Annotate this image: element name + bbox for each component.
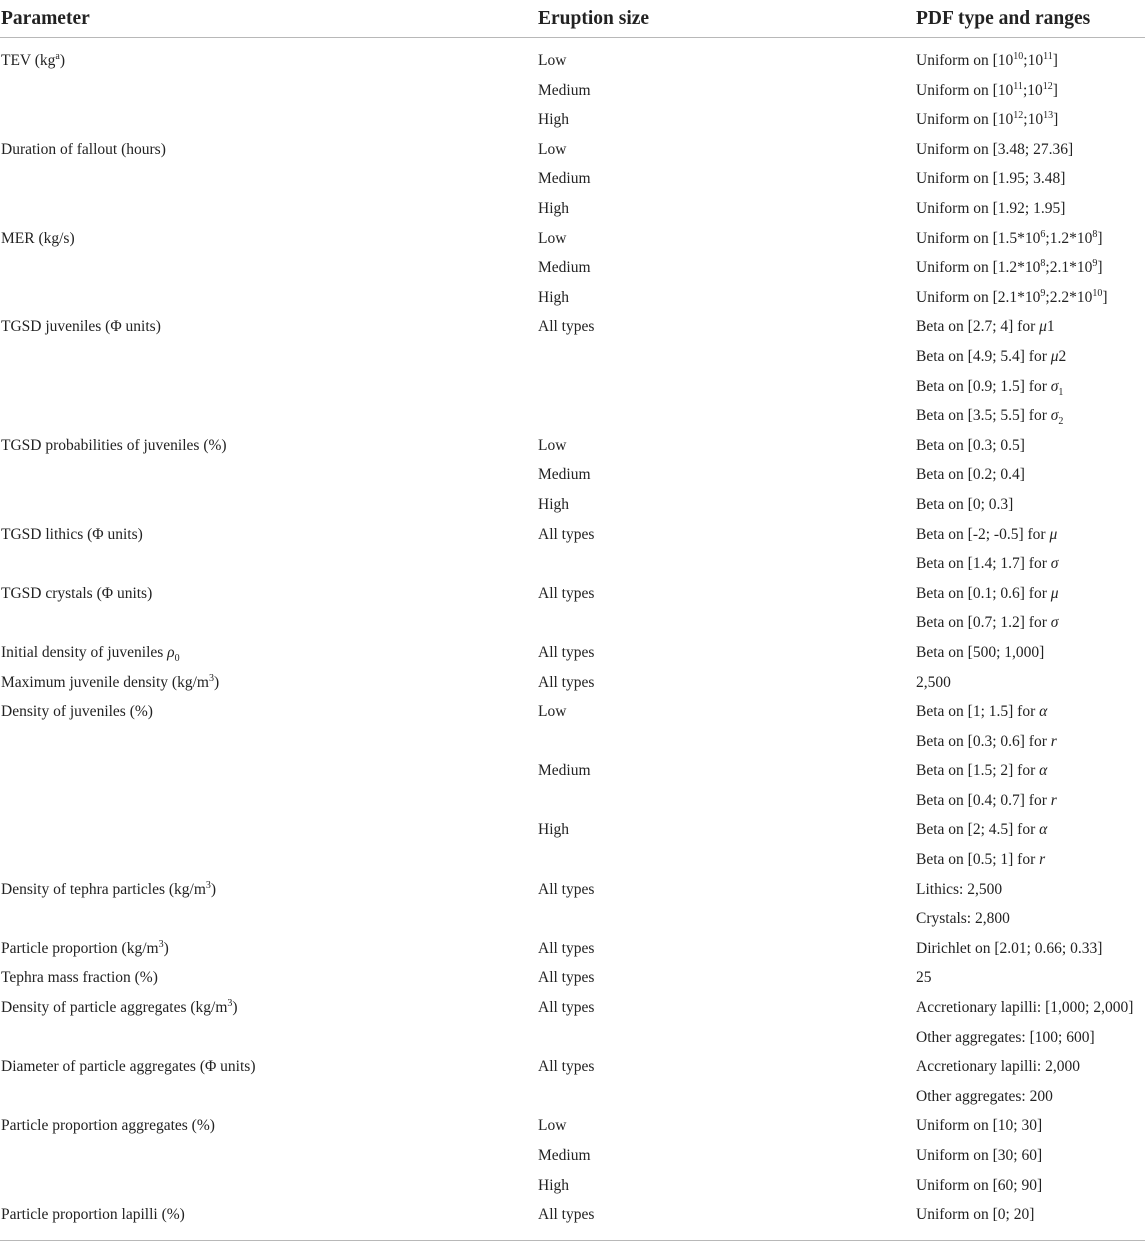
cell-pdf-range: Beta on [4.9; 5.4] for μ2 [916,347,1067,365]
cell-pdf-range: Uniform on [30; 60] [916,1147,1043,1165]
table-row [0,164,1145,194]
table-row [0,786,1145,816]
cell-pdf-range: Beta on [0.2; 0.4] [916,466,1025,484]
cell-parameter [0,372,537,402]
cell-eruption-size: All types [538,318,595,336]
cell-eruption-size: High [538,821,569,839]
cell-parameter: TGSD lithics (Φ units) [1,525,143,543]
cell-eruption-size: Low [538,140,567,158]
table-row [0,993,1145,1023]
cell-eruption-size: Medium [538,81,591,99]
cell-parameter [0,904,537,934]
cell-parameter [0,1082,537,1112]
cell-pdf-range: Beta on [1.4; 1.7] for σ [916,555,1059,573]
cell-pdf-range: Uniform on [0; 20] [916,1206,1035,1224]
cell-parameter: Particle proportion lapilli (%) [1,1206,185,1224]
cell-parameter [0,1171,537,1201]
cell-pdf-range: Beta on [0.3; 0.6] for r [916,732,1057,750]
table-row [0,727,1145,757]
cell-eruption-size [537,342,916,372]
table-row [0,667,1145,697]
cell-parameter [0,727,537,757]
table-row [0,194,1145,224]
cell-eruption-size: Low [538,229,567,247]
cell-pdf-range: Lithics: 2,500 [916,880,1003,898]
table-row [0,312,1145,342]
cell-eruption-size: All types [538,525,595,543]
cell-pdf-range: Beta on [0.4; 0.7] for r [916,791,1057,809]
cell-parameter [0,194,537,224]
cell-eruption-size: Medium [538,762,591,780]
cell-parameter [0,283,537,313]
table-row [0,608,1145,638]
cell-eruption-size: Medium [538,170,591,188]
table-bottom-rule [0,1240,1145,1241]
cell-pdf-range: Crystals: 2,800 [916,910,1010,928]
cell-eruption-size: High [538,111,569,129]
cell-parameter [0,1141,537,1171]
header-pdf-type: PDF type and ranges [916,0,1145,38]
cell-eruption-size: All types [538,969,595,987]
cell-parameter [0,105,537,135]
cell-parameter: Tephra mass fraction (%) [1,969,158,987]
table-row [0,401,1145,431]
cell-parameter: Diameter of particle aggregates (Φ units) [1,1058,256,1076]
table-row [0,1141,1145,1171]
table-row [0,1200,1145,1230]
cell-pdf-range: 2,500 [916,673,951,691]
table-row [0,372,1145,402]
table-row [0,520,1145,550]
cell-pdf-range: Accretionary lapilli: 2,000 [916,1058,1080,1076]
header-eruption-size: Eruption size [537,0,916,38]
cell-pdf-range: Accretionary lapilli: [1,000; 2,000] [916,999,1134,1017]
cell-parameter [0,608,537,638]
table-row [0,1111,1145,1141]
cell-eruption-size: All types [538,643,595,661]
cell-pdf-range: Uniform on $[2.1*10^9;2.2*10^{10}]$ [916,287,1108,306]
cell-eruption-size: All types [538,673,595,691]
cell-pdf-range: Beta on [2; 4.5] for α [916,821,1048,839]
cell-parameter: TEV $(kg^a)$ [1,50,66,70]
table-row [0,105,1145,135]
cell-pdf-range: Beta on [-2; -0.5] for μ [916,525,1058,543]
table-body [0,38,1145,1230]
table-row [0,342,1145,372]
cell-eruption-size [537,786,916,816]
cell-parameter [0,253,537,283]
cell-eruption-size: High [538,1176,569,1194]
cell-parameter: Density of juveniles (%) [1,703,153,721]
cell-parameter [0,460,537,490]
cell-eruption-size: All types [538,939,595,957]
cell-parameter [0,490,537,520]
cell-parameter: Initial density of juveniles $\rho_0$ [1,643,180,665]
cell-eruption-size: Low [538,436,567,454]
cell-parameter: Particle proportion $(kg/m^3)$ [1,938,169,957]
cell-parameter: TGSD juveniles (Φ units) [1,318,161,336]
cell-parameter [0,786,537,816]
cell-parameter: Particle proportion aggregates (%) [1,1117,215,1135]
cell-eruption-size: Low [538,1117,567,1135]
table-row [0,549,1145,579]
table-row [0,1052,1145,1082]
cell-parameter [0,845,537,875]
cell-eruption-size [537,727,916,757]
cell-parameter [0,164,537,194]
cell-eruption-size: High [538,200,569,218]
cell-parameter: Duration of fallout (hours) [1,140,166,158]
table-row [0,490,1145,520]
table-row [0,963,1145,993]
table-row [0,38,1145,76]
cell-eruption-size [537,845,916,875]
cell-pdf-range: Uniform on $[1.2*10^8;2.1*10^9]$ [916,258,1103,277]
cell-pdf-range: Beta on [2.7; 4] for μ1 [916,318,1055,336]
cell-pdf-range: Other aggregates: 200 [916,1087,1053,1105]
table-row [0,756,1145,786]
cell-pdf-range: Beta on [0.3; 0.5] [916,436,1025,454]
table-row [0,904,1145,934]
table-row [0,875,1145,905]
table-row [0,697,1145,727]
cell-eruption-size: All types [538,880,595,898]
cell-eruption-size: Low [538,52,567,70]
cell-eruption-size: All types [538,1058,595,1076]
cell-parameter [0,549,537,579]
cell-pdf-range: Uniform on [3.48; 27.36] [916,140,1074,158]
cell-pdf-range: Beta on [1; 1.5] for α [916,703,1048,721]
header-parameter: Parameter [0,0,537,38]
cell-pdf-range: Dirichlet on [2.01; 0.66; 0.33] [916,939,1103,957]
cell-pdf-range: Uniform on [10; 30] [916,1117,1043,1135]
cell-eruption-size: Medium [538,1147,591,1165]
cell-eruption-size [537,608,916,638]
cell-parameter [0,815,537,845]
table-row [0,845,1145,875]
cell-eruption-size: Low [538,703,567,721]
table-header [0,0,1145,38]
cell-eruption-size: All types [538,1206,595,1224]
cell-parameter [0,756,537,786]
cell-pdf-range: 25 [916,969,932,987]
cell-eruption-size: All types [538,999,595,1017]
cell-pdf-range: Other aggregates: [100; 600] [916,1028,1095,1046]
cell-pdf-range: Uniform on $[1.5*10^6;1.2*10^8]$ [916,228,1103,247]
table-row [0,1171,1145,1201]
table-row [0,1023,1145,1053]
table-row [0,1082,1145,1112]
cell-eruption-size: High [538,288,569,306]
table-row [0,431,1145,461]
table-row [0,253,1145,283]
cell-pdf-range: Beta on [3.5; 5.5] for $\sigma_2$ [916,407,1064,428]
cell-parameter [0,342,537,372]
cell-eruption-size [537,904,916,934]
cell-parameter: Density of particle aggregates $(kg/m^3)$ [1,997,238,1017]
table-row [0,934,1145,964]
table-row [0,579,1145,609]
cell-parameter: TGSD crystals (Φ units) [1,584,153,602]
cell-pdf-range: Uniform on [1.95; 3.48] [916,170,1066,188]
cell-pdf-range: Beta on [0.9; 1.5] for $\sigma_1$ [916,377,1064,398]
cell-pdf-range: Beta on [0.1; 0.6] for μ [916,584,1059,602]
cell-parameter: Density of tephra particles $(kg/m^3)$ [1,879,217,898]
cell-pdf-range: Uniform on $[10^{10};10^{11}]$ [916,50,1058,70]
header-row [0,0,1145,38]
table-row [0,460,1145,490]
cell-eruption-size [537,549,916,579]
table-row [0,224,1145,254]
table-row [0,135,1145,165]
table-row [0,283,1145,313]
cell-pdf-range: Uniform on $[10^{12};10^{13}]$ [916,110,1059,129]
cell-parameter [0,76,537,106]
cell-pdf-range: Uniform on [60; 90] [916,1176,1043,1194]
cell-pdf-range: Uniform on [1.92; 1.95] [916,200,1066,218]
cell-pdf-range: Beta on [0; 0.3] [916,495,1014,513]
cell-eruption-size: Medium [538,259,591,277]
cell-pdf-range: Beta on [1.5; 2] for α [916,762,1048,780]
table-row [0,815,1145,845]
cell-eruption-size [537,1023,916,1053]
cell-pdf-range: Uniform on $[10^{11};10^{12}]$ [916,80,1058,99]
table-row [0,638,1145,668]
cell-eruption-size: All types [538,584,595,602]
cell-eruption-size [537,1082,916,1112]
cell-parameter: MER (kg/s) [1,229,75,247]
cell-eruption-size [537,372,916,402]
cell-parameter: Maximum juvenile density $(kg/m^3)$ [1,672,220,691]
cell-parameter [0,401,537,431]
cell-eruption-size [537,401,916,431]
cell-eruption-size: Medium [538,466,591,484]
cell-pdf-range: Beta on [500; 1,000] [916,643,1045,661]
cell-eruption-size: High [538,495,569,513]
cell-parameter: TGSD probabilities of juveniles (%) [1,436,227,454]
table-row [0,76,1145,106]
cell-parameter [0,1023,537,1053]
cell-pdf-range: Beta on [0.7; 1.2] for σ [916,614,1059,632]
cell-pdf-range: Beta on [0.5; 1] for r [916,851,1046,869]
